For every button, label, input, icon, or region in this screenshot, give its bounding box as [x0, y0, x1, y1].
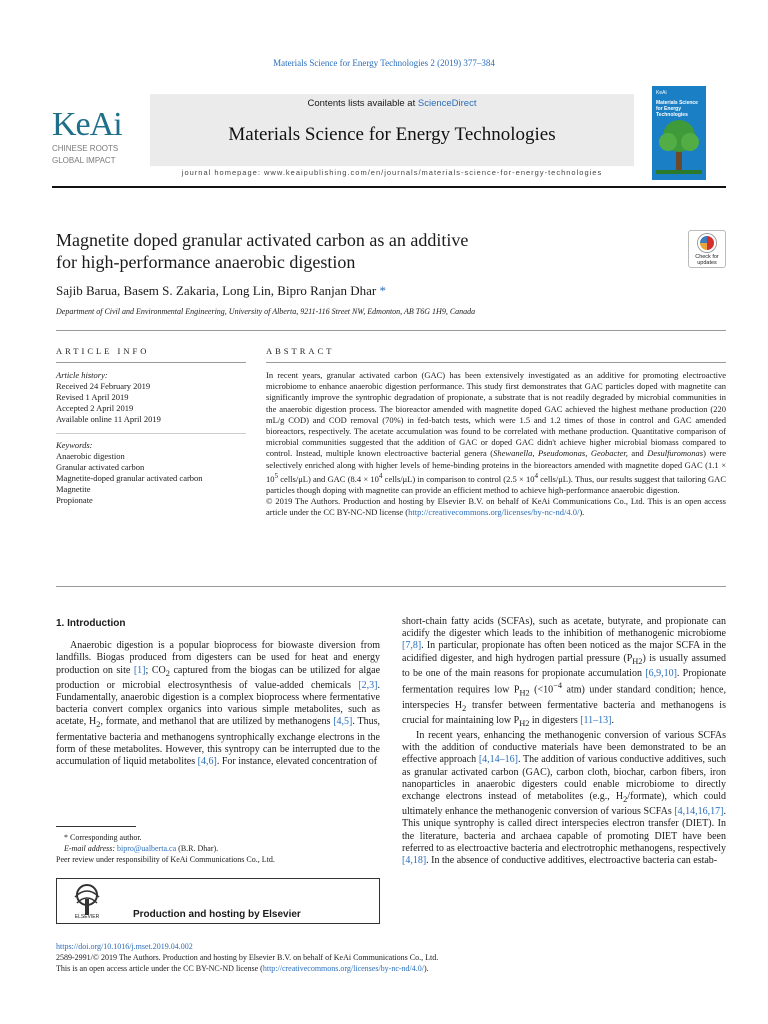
- title-line-2: for high-performance anaerobic digestion: [56, 252, 356, 272]
- elsevier-caption: Production and hosting by Elsevier: [133, 909, 301, 920]
- keai-logo[interactable]: [52, 108, 136, 166]
- keyword-item: Granular activated carbon: [56, 462, 145, 472]
- abstract-body: [266, 370, 726, 518]
- journal-header: [52, 90, 726, 182]
- issn-line: 2589-2991/© 2019 The Authors. Production and hosting by Elsevier B.V. on behalf of KeAi Communications Co., Ltd.: [56, 953, 439, 962]
- right-column: [402, 616, 726, 867]
- keyword-item: Anaerobic digestion: [56, 451, 125, 461]
- header-divider: [52, 186, 726, 188]
- citation-link[interactable]: [4,18]: [402, 854, 427, 866]
- affiliation: Department of Civil and Environmental Engineering, University of Alberta, 9211-116 Street NW, Edmonton, AB T6G 1H9, Canada: [56, 307, 476, 316]
- keyword-item: Magnetite: [56, 484, 91, 494]
- sciencedirect-link[interactable]: ScienceDirect: [417, 98, 477, 109]
- article-history: [56, 370, 246, 425]
- history-item: Accepted 2 April 2019: [56, 403, 134, 413]
- citation-link[interactable]: [4,14,16,17]: [674, 806, 724, 818]
- crossmark-icon: [698, 234, 716, 252]
- citation-link[interactable]: [11–13]: [580, 714, 612, 726]
- keywords: [56, 440, 246, 506]
- authors-text: Sajib Barua, Basem S. Zakaria, Long Lin, Bipro Ranjan Dhar: [56, 283, 377, 298]
- email-note: E-mail address: bipro@ualberta.ca (B.R. Dhar).: [64, 844, 219, 853]
- article-info-heading: ARTICLE INFO: [56, 346, 150, 356]
- body-paragraph: short-chain fatty acids (SCFAs), such as acetate, butyrate, and propionate can acidify the digester which leads to the inhibition of methanogenic microbiome [7,8]. In particular, propionate has often been noticed as the major SCFA in the acidified digester, and high hydrogen partial pressure $(P_{H2})$ is usually assumed to be one of the main reasons for propionate accumulation [6,9,10]. Propionate fermentation requires low $P_{H2}$ ($<10^{-4}$ atm) under standard condition; hence, interspecies $H_2$ transfer between fermentative bacteria and methanogens is crucial for maintaining low $P_{H2}$ in digesters [11–13].: [402, 616, 727, 728]
- history-item: Available online 11 April 2019: [56, 414, 161, 424]
- elsevier-banner[interactable]: [56, 878, 380, 924]
- doi-link[interactable]: https://doi.org/10.1016/j.mset.2019.04.002: [56, 942, 193, 951]
- logo-word: KeAi: [52, 106, 122, 143]
- contents-prefix: Contents lists available at: [307, 98, 418, 109]
- footnote-divider: [56, 826, 136, 827]
- journal-name: Materials Science for Energy Technologies: [228, 124, 556, 145]
- article-title: [56, 229, 616, 273]
- open-access-line: This is an open access article under the CC BY-NC-ND license (http://creativecommons.org/licenses/by-nc-nd/4.0/).: [56, 964, 429, 973]
- corresponding-author-note: * Corresponding author.: [64, 833, 142, 842]
- journal-homepage[interactable]: journal homepage: www.keaipublishing.com/en/journals/materials-science-for-energy-technologies: [181, 168, 603, 177]
- history-item: Received 24 February 2019: [56, 381, 151, 391]
- keyword-item: Magnetite-doped granular activated carbon: [56, 473, 203, 483]
- abstract-end-divider: [56, 586, 726, 587]
- peer-review-note: Peer review under responsibility of KeAi Communications Co., Ltd.: [56, 855, 275, 864]
- author-list: [56, 283, 696, 299]
- info-divider: [56, 362, 246, 363]
- intro-paragraph: Anaerobic digestion is a popular bioprocess for biowaste diversion from landfills. Biogas produced from digesters can be used for heat and energy production on site [1]; $CO_2$ captured from the biogas can be utilized for algae production or microbial electrosynthesis of value-added chemicals [2,3]. Fundamentally, anaerobic digestion is a complex bioprocess where fermentative bacteria convert complex organics into various simple metabolites, such as acetate, $H_2$, formate, and methanol that are utilized by methanogens [4,5]. Thus, fermentative bacteria and methanogens syntrophically exchange electrons in the form of these metabolites. However, this syntropy can be interrupted due to the accumulation of liquid metabolites [4,6]. For instance, elevated concentration of: [56, 640, 381, 768]
- body-paragraph: In recent years, enhancing the methanogenic conversion of various SCFAs with the addition of conductive materials have been demonstrated to be an effective approach [4,14–16]. The addition of various conductive additives, such as granular activated carbon (GAC), carbon cloth, biochar, carbon fibers, iron nanoparticles in anaerobic digesters could enable microbiome to directly exchange electrons instead of metabolites (e.g., $H_2/formate$), which could ultimately enhance the methanogenic conversion of various SCFAs [4,14,16,17]. This unique syntrophy is called direct interspecies electron transfer (DIET). In the literature, bacteria and archaea capable of promoting DIET have been referred to as electroactive bacteria and electrotrophic methanogens, respectively [4,18]. In the absence of conductive additives, electroactive bacteria can estab-: [402, 729, 726, 866]
- citation-link[interactable]: [2,3]: [358, 679, 378, 691]
- journal-title-box: [150, 94, 634, 166]
- section-heading-introduction: 1. Introduction: [56, 618, 126, 629]
- introduction-column: [56, 618, 380, 768]
- history-head: Article history:: [56, 370, 108, 380]
- journal-cover-image[interactable]: [652, 86, 706, 180]
- affiliation-divider: [56, 330, 726, 331]
- contents-line: [150, 98, 634, 109]
- license-link[interactable]: http://creativecommons.org/licenses/by-nc-nd/4.0/: [408, 507, 580, 518]
- citation-link[interactable]: [7,8]: [402, 640, 422, 652]
- citation-link[interactable]: [4,5]: [333, 716, 353, 728]
- page-footer: [56, 941, 736, 974]
- citation-link[interactable]: [6,9,10]: [645, 667, 677, 679]
- abstract-copyright: © 2019 The Authors. Production and hosting by Elsevier B.V. on behalf of KeAi Communications Co., Ltd. This is an open access article under the CC BY-NC-ND license (http://creativecommons.org/licenses/by-nc-nd/4.0/).: [266, 496, 726, 518]
- cover-title: Materials Science for Energy Technologies: [656, 100, 698, 118]
- logo-tagline-1: CHINESE ROOTS: [52, 144, 119, 153]
- cover-publisher: KeAi: [656, 90, 667, 96]
- tree-icon: [656, 116, 702, 174]
- abstract-divider: [266, 362, 726, 363]
- citation-link[interactable]: [1]: [133, 664, 146, 676]
- citation-link[interactable]: [4,14–16]: [478, 754, 518, 766]
- history-divider: [56, 433, 246, 434]
- abstract-paragraph: In recent years, granular activated carbon (GAC) has been extensively investigated as an additive for promoting electroactive microbiome to enhance anaerobic digestion performance. This study first demonstrates that GAC particles doped with magnetite can significantly improve the syntrophic degradation of propionate, a substrate that is not readily degraded by microbial communities in the anaerobic digestion process. The bioreactor amended with magnetite doped GAC achieved the highest methane production (220 mL/g COD) and COD removal (70%) in fed-batch tests, which were 1.5 and 1.2 times of those in control and GAC amended bioreactors, respectively. The acetate accumulation was found to be correlated with methane production. Quantitative comparison of microbial communities suggested that the addition of GAC or doped GAC didn't achieve higher microbial biomass compared to control. Instead, multiple known electroactive bacterial genera (Shewanella, Pseudomonas, Geobacter, and Desulfuromonas) were selectively enriched along with higher levels of heme-binding proteins in the bioreactors amended with magnetite doped GAC ($1.1 \times 10^5$ cells/μL) and GAC ($8.4 \times 10^4$ cells/μL) in comparison to control ($2.5 \times 10^4$ cells/μL). Thus, our results suggest that tailoring GAC particles though doping with magnetite can provide an efficient method to achieve high-performance anaerobic digestion.: [266, 370, 726, 495]
- corresponding-author-mark[interactable]: *: [379, 283, 386, 298]
- footer-license-link[interactable]: http://creativecommons.org/licenses/by-nc-nd/4.0/: [262, 964, 424, 973]
- keywords-head: Keywords:: [56, 440, 93, 450]
- logo-tagline-2: GLOBAL IMPACT: [52, 156, 116, 165]
- footnotes: [56, 832, 380, 865]
- abstract-heading: ABSTRACT: [266, 346, 335, 356]
- title-line-1: Magnetite doped granular activated carbon as an additive: [56, 230, 469, 250]
- keyword-item: Propionate: [56, 495, 93, 505]
- crossmark-label: Check for updates: [695, 254, 719, 266]
- email-link[interactable]: bipro@ualberta.ca: [117, 844, 177, 853]
- history-item: Revised 1 April 2019: [56, 392, 129, 402]
- check-for-updates-button[interactable]: [688, 230, 726, 268]
- journal-reference[interactable]: Materials Science for Energy Technologies 2 (2019) 377–384: [273, 58, 495, 68]
- elsevier-logo-text: ELSEVIER: [74, 914, 100, 920]
- citation-link[interactable]: [4,6]: [197, 756, 217, 768]
